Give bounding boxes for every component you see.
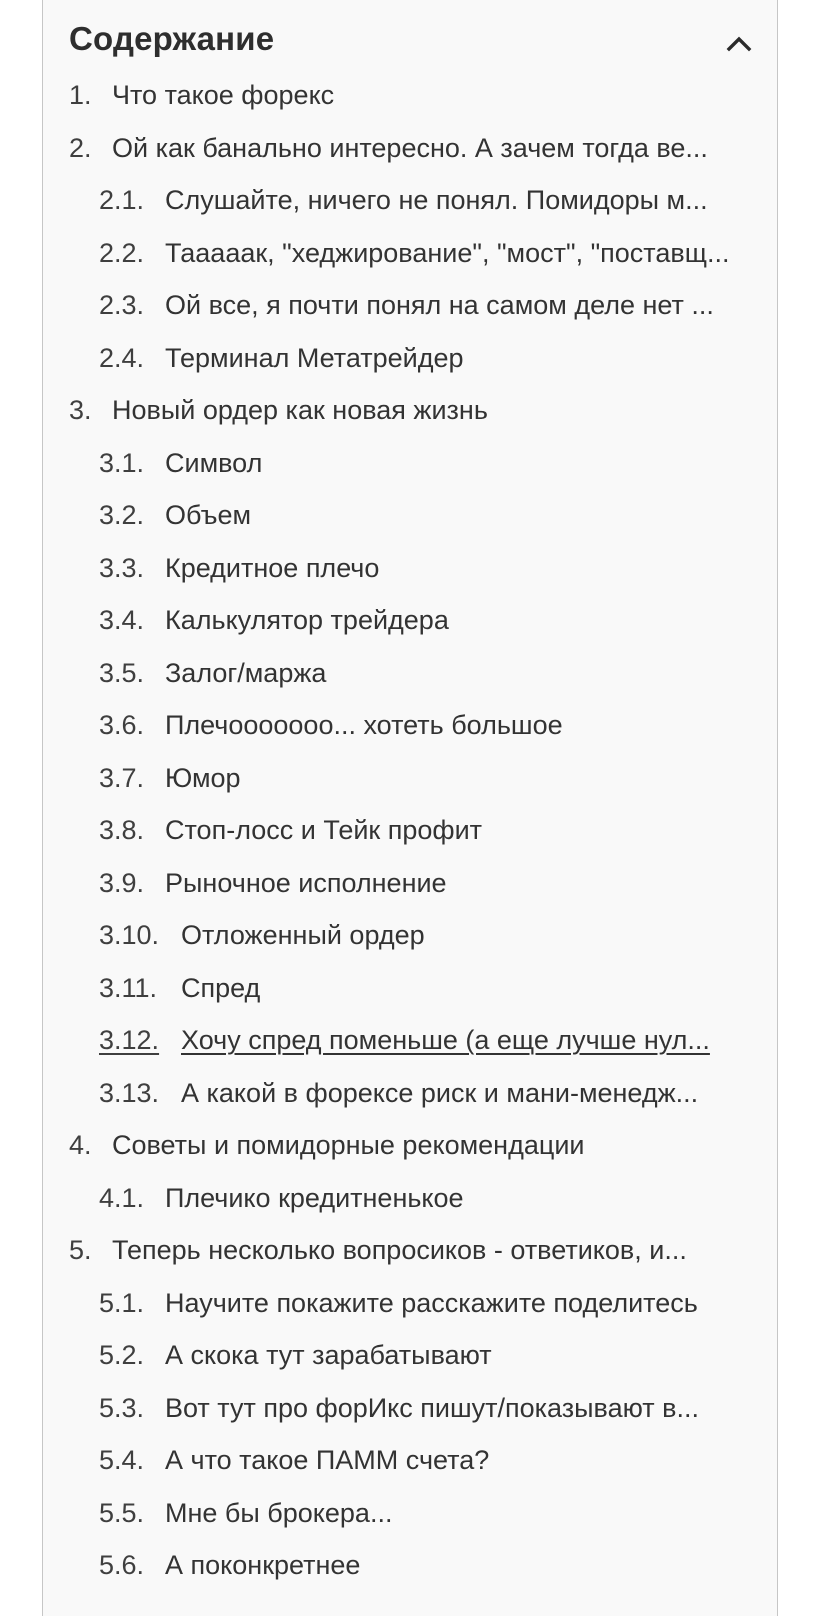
toc-item[interactable] [43,227,777,280]
toc-item-number: 3.10. [99,920,160,950]
toc-item-link[interactable]: Ой все, я почти понял на самом деле нет ... [165,290,714,320]
toc-item-number: 2.4. [99,342,145,373]
toc-item-link[interactable]: Спред [181,972,261,1003]
collapse-toggle-button[interactable] [719,24,759,64]
toc-item-number: 3.7. [99,762,145,793]
toc-item-number: 5.3. [99,1392,145,1423]
table-of-contents [42,0,778,1616]
toc-item-number: 4.1. [99,1182,145,1213]
toc-item-number: 2.2. [99,237,145,268]
toc-item[interactable] [43,699,777,752]
toc-item-number: 3.3. [99,552,145,583]
toc-item-number: 3.1. [99,447,145,478]
toc-list [43,69,777,1592]
toc-item[interactable] [43,542,777,595]
toc-title: Содержание [69,20,275,57]
toc-item-link[interactable]: А скока тут зарабатывают [165,1340,492,1370]
toc-item-link[interactable]: Калькулятор трейдера [165,605,449,635]
toc-item-link[interactable]: А что такое ПАММ счета? [165,1445,490,1475]
toc-item[interactable] [43,1224,777,1277]
toc-item-number: 3.11. [99,972,158,1003]
toc-item-number: 4. [69,1130,92,1160]
toc-item[interactable] [43,804,777,857]
toc-item-link[interactable]: Объем [165,500,252,530]
toc-item[interactable] [43,332,777,385]
toc-item[interactable] [43,437,777,490]
toc-item[interactable] [43,174,777,227]
toc-item-link[interactable]: Хочу спред поменьше (а еще лучше нул... [181,1025,710,1055]
toc-item-link[interactable]: Новый ордер как новая жизнь [112,395,488,425]
toc-item-link[interactable]: Отложенный ордер [181,920,425,950]
toc-item[interactable] [43,962,777,1015]
toc-item-number: 2.1. [99,185,145,215]
toc-item-number: 1. [69,80,92,110]
toc-item-link[interactable]: А какой в форексе риск и мани-менедж... [181,1077,699,1108]
toc-item-link[interactable]: Стоп-лосс и Тейк профит [165,815,483,845]
toc-item-number: 3.2. [99,500,145,530]
toc-item-link[interactable]: Символ [165,447,263,478]
toc-item[interactable] [43,1329,777,1382]
toc-item-link[interactable]: А поконкретнее [165,1550,361,1580]
toc-item[interactable] [43,647,777,700]
toc-item-link[interactable]: Тааааак, "хеджирование", "мост", "поставщ... [165,237,730,268]
toc-item[interactable] [43,1172,777,1225]
toc-item-number: 3.12. [99,1025,160,1055]
toc-item-link[interactable]: Плечооооооо... хотеть большое [165,710,563,740]
toc-item-link[interactable]: Терминал Метатрейдер [165,342,464,373]
toc-item[interactable] [43,1434,777,1487]
toc-item[interactable] [43,1487,777,1540]
toc-item[interactable] [43,1277,777,1330]
toc-item-number: 2.3. [99,290,145,320]
toc-item[interactable] [43,1119,777,1172]
toc-item[interactable] [43,909,777,962]
toc-item[interactable] [43,1382,777,1435]
toc-item[interactable] [43,1067,777,1120]
toc-item-link[interactable]: Юмор [165,762,241,793]
toc-item-link[interactable]: Залог/маржа [165,657,327,688]
toc-item-link[interactable]: Вот тут про форИкс пишут/показывают в... [165,1392,699,1423]
toc-item[interactable] [43,857,777,910]
toc-item-number: 2. [69,132,92,163]
toc-item-number: 5.4. [99,1445,145,1475]
toc-item-link[interactable]: Теперь несколько вопросиков - ответиков, и... [112,1235,687,1265]
toc-item-link[interactable]: Кредитное плечо [165,552,380,583]
toc-item-number: 5.5. [99,1497,145,1528]
toc-item-number: 3.8. [99,815,145,845]
toc-item[interactable] [43,384,777,437]
toc-item[interactable] [43,122,777,175]
toc-item-number: 3.4. [99,605,145,635]
toc-item-number: 5. [69,1235,92,1265]
toc-item-number: 3.5. [99,657,145,688]
toc-item-link[interactable]: Научите покажите расскажите поделитесь [165,1287,698,1318]
toc-item-number: 3.9. [99,867,145,898]
toc-item[interactable] [43,1014,777,1067]
toc-item-number: 3.6. [99,710,145,740]
toc-item[interactable] [43,752,777,805]
toc-item[interactable] [43,1539,777,1592]
toc-item-link[interactable]: Слушайте, ничего не понял. Помидоры м... [165,185,708,215]
toc-item-link[interactable]: Ой как банально интересно. А зачем тогда ве... [112,132,708,163]
chevron-up-icon [719,24,759,64]
toc-item[interactable] [43,69,777,122]
toc-item-link[interactable]: Мне бы брокера... [165,1497,393,1528]
toc-item-link[interactable]: Рыночное исполнение [165,867,447,898]
toc-item-number: 5.1. [99,1287,145,1318]
toc-item-number: 3. [69,395,92,425]
toc-item-number: 5.6. [99,1550,145,1580]
toc-item-number: 5.2. [99,1340,145,1370]
toc-item[interactable] [43,489,777,542]
toc-item-link[interactable]: Что такое форекс [112,80,335,110]
toc-item[interactable] [43,594,777,647]
toc-item-number: 3.13. [99,1077,160,1108]
toc-item[interactable] [43,279,777,332]
toc-item-link[interactable]: Плечико кредитненькое [165,1182,464,1213]
toc-item-link[interactable]: Советы и помидорные рекомендации [112,1130,585,1160]
